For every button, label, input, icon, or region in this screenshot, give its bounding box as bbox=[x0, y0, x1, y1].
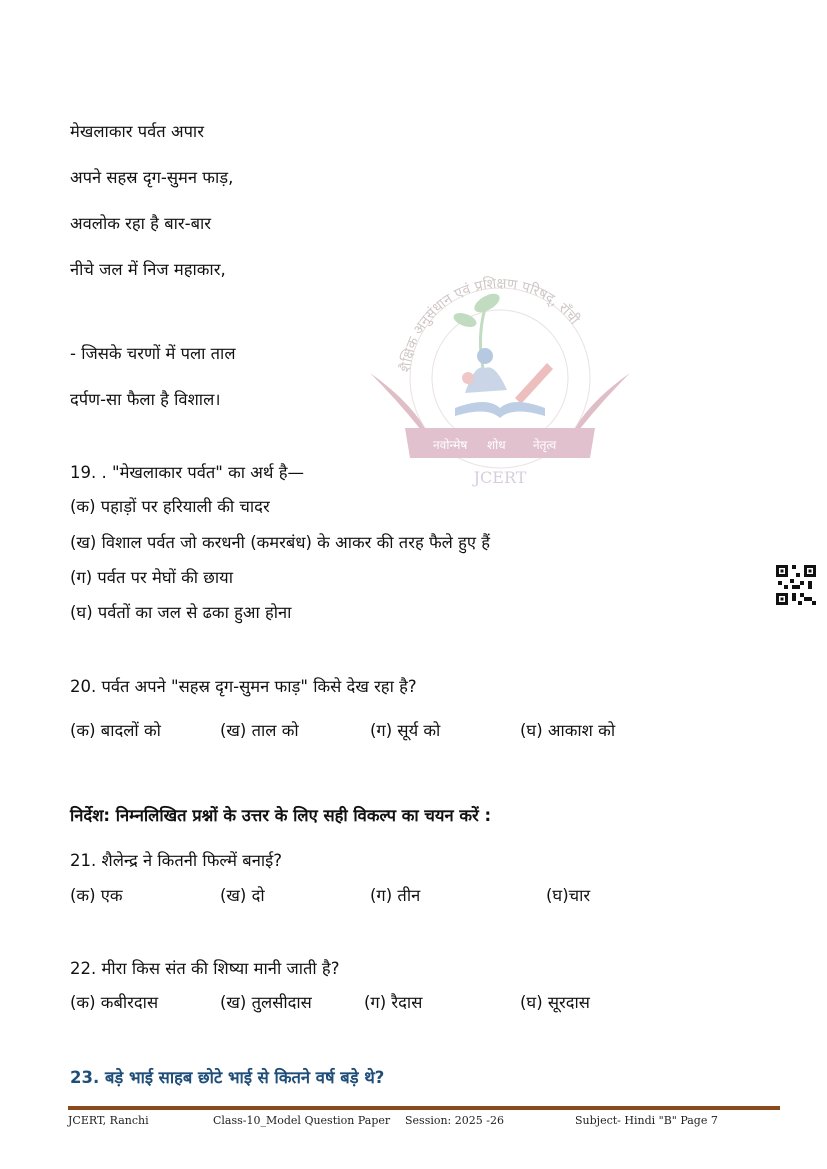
poem-line-6: दर्पण-सा फैला है विशाल। bbox=[70, 390, 221, 409]
q21-question: 21. शैलेन्द्र ने कितनी फिल्में बनाई? bbox=[70, 851, 282, 870]
q22-option-d: (घ) सूरदास bbox=[520, 993, 590, 1012]
q19-question: 19. . "मेखलाकार पर्वत" का अर्थ है— bbox=[70, 463, 304, 482]
q20-option-c: (ग) सूर्य को bbox=[370, 721, 441, 740]
q20-option-a: (क) बादलों को bbox=[70, 721, 161, 740]
qr-code-icon bbox=[776, 565, 816, 605]
jcert-watermark-logo bbox=[365, 258, 635, 493]
q23-question: 23. बड़े भाई साहब छोटे भाई से कितने वर्ष बड़े थे? bbox=[70, 1068, 385, 1087]
q20-option-d: (घ) आकाश को bbox=[520, 721, 616, 740]
q22-question: 22. मीरा किस संत की शिष्या मानी जाती है? bbox=[70, 959, 340, 978]
poem-line-5: - जिसके चरणों में पला ताल bbox=[70, 344, 236, 363]
footer-subject: Subject- Hindi "B" Page 7 bbox=[575, 1114, 718, 1127]
watermark-ring-text: शैक्षिक अनुसंधान एवं प्रशिक्षण परिषद्, राँची bbox=[398, 275, 583, 373]
watermark-name: JCERT bbox=[473, 468, 527, 487]
q21-option-c: (ग) तीन bbox=[370, 886, 421, 905]
q21-option-b: (ख) दो bbox=[220, 886, 265, 905]
q22-option-c: (ग) रैदास bbox=[364, 993, 423, 1012]
q19-option-d: (घ) पर्वतों का जल से ढका हुआ होना bbox=[70, 603, 292, 622]
q20-option-b: (ख) ताल को bbox=[220, 721, 299, 740]
footer-paper: Class-10_Model Question Paper bbox=[213, 1114, 391, 1127]
poem-line-2: अपने सहस्र दृग-सुमन फाड़, bbox=[70, 168, 234, 187]
watermark-banner-3: नेतृत्व bbox=[533, 438, 557, 452]
watermark-banner-2: शोध bbox=[487, 438, 506, 452]
q19-option-c: (ग) पर्वत पर मेघों की छाया bbox=[70, 568, 233, 587]
footer-org: JCERT, Ranchi bbox=[68, 1114, 149, 1127]
q19-option-b: (ख) विशाल पर्वत जो करधनी (कमरबंध) के आकर की तरह फैले हुए हैं bbox=[70, 533, 491, 552]
q21-option-a: (क) एक bbox=[70, 886, 123, 905]
q20-question: 20. पर्वत अपने "सहस्र दृग-सुमन फाड़" किसे देख रहा है? bbox=[70, 677, 417, 696]
instruction-heading: निर्देश: निम्नलिखित प्रश्नों के उत्तर के लिए सही विकल्प का चयन करें : bbox=[70, 806, 492, 825]
footer-session: Session: 2025 -26 bbox=[405, 1114, 504, 1127]
q21-option-d: (घ)चार bbox=[546, 886, 591, 905]
poem-line-4: नीचे जल में निज महाकार, bbox=[70, 260, 226, 279]
q22-option-a: (क) कबीरदास bbox=[70, 993, 159, 1012]
poem-line-1: मेखलाकार पर्वत अपार bbox=[70, 122, 204, 141]
footer-divider bbox=[68, 1106, 780, 1110]
poem-line-3: अवलोक रहा है बार-बार bbox=[70, 214, 212, 233]
q22-option-b: (ख) तुलसीदास bbox=[220, 993, 312, 1012]
q19-option-a: (क) पहाड़ों पर हरियाली की चादर bbox=[70, 497, 270, 516]
watermark-banner-1: नवोन्मेष bbox=[433, 438, 468, 452]
